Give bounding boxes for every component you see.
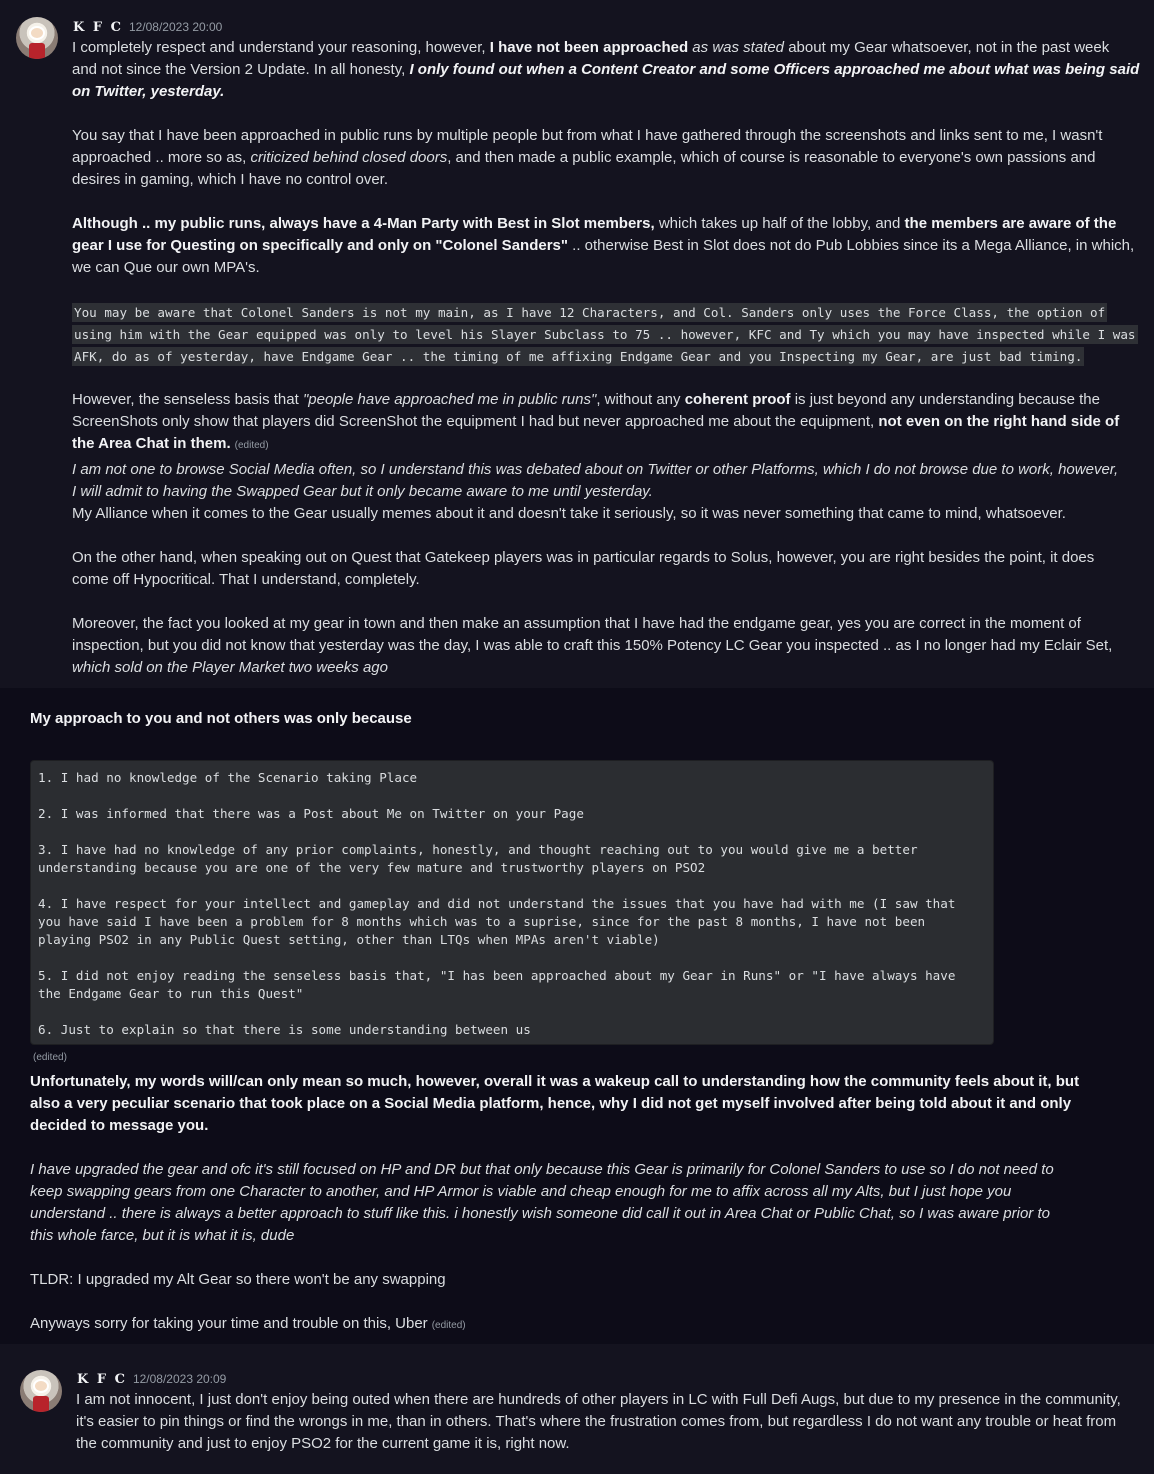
code-line: 6. Just to explain so that there is some understanding between us	[38, 1022, 531, 1037]
text-line: understand .. there is always a better approach to stuff like this. i honestly wish someone did call it out in Area Chat or Public Chat, so I was aware prior to	[30, 1205, 1050, 1222]
text-line: also a very peculiar scenario that took place on a Social Media platform, hence, why I did not get myself involved after being told about it and only	[30, 1095, 1072, 1112]
message-body-2	[30, 1071, 1079, 1335]
text-line: ScreenShots only show that players did ScreenShot the equipment I had but never approached me about the equipment, not even on the right hand side of	[72, 413, 1120, 430]
text-line: come off Hypocritical. That I understand, completely.	[72, 571, 420, 588]
text-line: My Alliance when it comes to the Gear usually memes about it and doesn't take it seriously, so it was never something that came to mind, whatsoever.	[72, 505, 1066, 522]
text-line: desires in gaming, which I have no control over.	[72, 171, 389, 188]
code-line: 3. I have had no knowledge of any prior complaints, honestly, and thought reaching out to you would give me a better	[38, 842, 918, 857]
code-line: 4. I have respect for your intellect and gameplay and did not understand the issues that you have had with me (I saw that	[38, 896, 956, 911]
timestamp[interactable]: 12/08/2023 20:09	[132, 1372, 227, 1386]
text-line: inspection, but you did not know that yesterday was the day, I was able to craft this 150% Potency LC Gear you inspected .. as I no longer had my Eclair Set,	[72, 637, 1113, 654]
text-line: I am not one to browse Social Media often, so I understand this was debated about on Twitter or other Platforms, which I do not browse due to work, however,	[72, 461, 1119, 478]
inline-code: AFK, do as of yesterday, have Endgame Gear .. the timing of me affixing Endgame Gear and you Inspecting my Gear, are just bad timing.	[74, 349, 1083, 364]
text-line: TLDR: I upgraded my Alt Gear so there won't be any swapping	[30, 1271, 446, 1288]
text-line: gear I use for Questing on specifically and only on "Colonel Sanders" .. otherwise Best in Slot does not do Pub Lobbies since its a Mega Alliance, in which,	[72, 237, 1135, 254]
text-line: which sold on the Player Market two weeks ago	[72, 659, 388, 676]
message-body-3	[76, 1389, 1121, 1455]
text-line: Unfortunately, my words will/can only mean so much, however, overall it was a wakeup call to understanding how the community feels about it, but	[30, 1073, 1080, 1090]
message-header	[73, 19, 222, 35]
text-line: it's easier to pin things or find the wrongs in me, than in others. That's where the frustration comes from, but regardless I do not want any trouble or heat from	[76, 1413, 1117, 1430]
message-group-3	[0, 1344, 1154, 1474]
author-name[interactable]: K F C	[77, 1372, 127, 1387]
code-line: understanding because you are one of the very few mature and trustworthy players on PSO2	[38, 860, 706, 875]
user-avatar[interactable]	[16, 17, 58, 59]
code-line: you have said I have been a problem for 8 months which was to a suprise, since for the past 8 months, I have not been	[38, 914, 926, 929]
text-line: You say that I have been approached in public runs by multiple people but from what I have gathered through the screenshots and links sent to me, I wasn't	[72, 127, 1103, 144]
code-line: playing PSO2 in any Public Quest setting, other than LTQs when MPAs aren't viable)	[38, 932, 660, 947]
text-line: Anyways sorry for taking your time and trouble on this, Uber (edited)	[30, 1315, 466, 1332]
message-body	[72, 37, 1139, 279]
message-body-continued	[72, 389, 1119, 455]
text-line: keep swapping gears from one Character to another, and HP Armor is viable and cheap enough for me to affix across all my Alts, but I just hope you	[30, 1183, 1012, 1200]
text-line: decided to message you.	[30, 1117, 209, 1134]
code-line: 5. I did not enjoy reading the senseless basis that, "I has been approached about my Gear in Runs" or "I have always have	[38, 968, 956, 983]
code-line: 1. I had no knowledge of the Scenario taking Place	[38, 770, 418, 785]
text-line: the community and just to enjoy PSO2 for the current game it is, right now.	[76, 1435, 570, 1452]
avatar-face-icon	[29, 26, 45, 40]
text-line: Moreover, the fact you looked at my gear in town and then make an assumption that I have had the endgame gear, yes you are correct in the moment of	[72, 615, 1081, 632]
message-heading: My approach to you and not others was only because	[30, 710, 412, 727]
message-header	[77, 1371, 226, 1387]
edited-label: (edited)	[234, 440, 269, 451]
message-group-1	[0, 0, 1154, 688]
text-line: However, the senseless basis that "people have approached me in public runs", without any coherent proof is just beyond any understanding because the	[72, 391, 1100, 408]
code-line: 2. I was informed that there was a Post about Me on Twitter on your Page	[38, 806, 584, 821]
text-line: I have upgraded the gear and ofc it's still focused on HP and DR but that only because this Gear is primarily for Colonel Sanders to use so I do not need to	[30, 1161, 1054, 1178]
text-line: Although .. my public runs, always have a 4-Man Party with Best in Slot members, which takes up half of the lobby, and the members are aware of the	[72, 215, 1117, 232]
text-line: I am not innocent, I just don't enjoy being outed when there are hundreds of other players in LC with Full Defi Augs, but due to my presence in the community,	[76, 1391, 1121, 1408]
inline-code-highlight	[72, 302, 1138, 368]
text-line: this whole farce, but it is what it is, dude	[30, 1227, 295, 1244]
timestamp[interactable]: 12/08/2023 20:00	[128, 20, 223, 34]
text-line: and not since the Version 2 Update. In all honesty, I only found out when a Content Creator and some Officers approached me about what was being said	[72, 61, 1140, 78]
text-line: approached .. more so as, criticized behind closed doors, and then made a public example, which of course is reasonable to everyone's own passions and	[72, 149, 1096, 166]
edited-label: (edited)	[431, 1320, 466, 1331]
text-line: I will admit to having the Swapped Gear but it only became aware to me until yesterday.	[72, 483, 653, 500]
avatar-face-icon	[33, 1379, 49, 1393]
message-body-continued	[72, 459, 1118, 679]
inline-code: using him with the Gear equipped was only to level his Slayer Subclass to 75 .. however, KFC and Ty which you may have inspected while I was	[74, 327, 1136, 342]
code-line: the Endgame Gear to run this Quest"	[38, 986, 304, 1001]
edited-label: (edited)	[33, 1052, 67, 1063]
code-block[interactable]	[30, 760, 994, 1045]
author-name[interactable]: K F C	[73, 20, 123, 35]
text-line: On the other hand, when speaking out on Quest that Gatekeep players was in particular regards to Solus, however, you are right besides the point, it does	[72, 549, 1095, 566]
text-line: on Twitter, yesterday.	[72, 83, 225, 100]
text-line: the Area Chat in them. (edited)	[72, 435, 269, 452]
text-line: we can Que our own MPA's.	[72, 259, 260, 276]
user-avatar[interactable]	[20, 1370, 62, 1412]
inline-code: You may be aware that Colonel Sanders is not my main, as I have 12 Characters, and Col. Sanders only uses the Force Class, the option of	[74, 305, 1106, 320]
text-line: I completely respect and understand your reasoning, however, I have not been approached as was stated about my Gear whatsoever, not in the past week	[72, 39, 1110, 56]
